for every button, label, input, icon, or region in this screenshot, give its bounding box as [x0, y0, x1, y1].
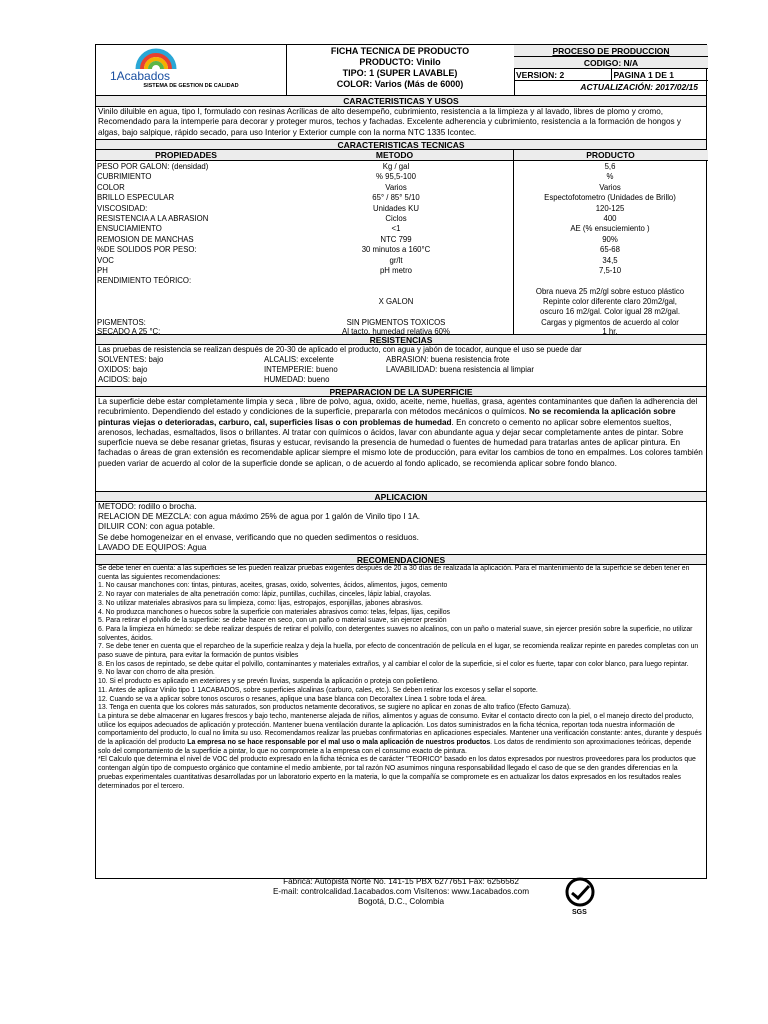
product-cell: 65-68 [600, 245, 620, 255]
product-cell: Varios [599, 182, 621, 192]
app-homog: Se debe homogeneizar en el envase, verificando que no queden sedimentos o residuos. [98, 532, 419, 542]
product-cell: AE (% ensuciemiento ) [570, 224, 650, 234]
recommendation-item: 5. Para retirar el polvillo de la superficie: se debe hacer en seco, con un paño o material suave, sin ejercer presión [98, 617, 447, 625]
method-cell: pH metro [379, 266, 413, 275]
recs-block [96, 565, 706, 791]
method-cell: Varios [385, 182, 407, 192]
dry-value: 1 hr. [602, 327, 618, 336]
product-cell: % [606, 172, 614, 182]
resist-block [96, 345, 706, 386]
rend-method: X GALON [378, 297, 414, 306]
property-cell: COLOR [97, 182, 125, 192]
logo-block [96, 45, 287, 95]
pigment-method: SIN PIGMENTOS TOXICOS [346, 318, 446, 327]
section-recs: RECOMENDACIONES [96, 554, 706, 565]
property-cell: RENDIMIENTO TEÓRICO: [97, 276, 192, 286]
page-label: PAGINA 1 DE 1 [613, 70, 674, 80]
table-row [96, 162, 708, 173]
resist-cell: INTEMPERIE: bueno [264, 365, 338, 374]
app-method: METODO: rodillo o brocha. [98, 502, 197, 511]
property-cell: RESISTENCIA A LA ABRASION [97, 214, 209, 223]
recs-voc: *El Calculo que determina el nivel de VOC del producto expresado en la ficha técnica es de carácter "TEORICO" basado en los datos expresados por nuestros proveedores para los productos que contengan algún tipo de compuesto orgánico que contamine el medio ambiente, por tal razón NO asumimos ninguna responsabilidad llegado el caso de que se den grandes diferencias en la pruebas experimentales cuantitativas desarrolladas por un laboratorio experto en la materia, lo que la compañía se compromete es en actualizar los datos expresados en los resultados reales determinados por el tercero. [98, 756, 696, 790]
resist-cell: SOLVENTES: bajo [98, 355, 164, 364]
table-row [96, 276, 708, 287]
footer-city: Bogotá, D.C., Colombia [357, 897, 444, 906]
app-wash: LAVADO DE EQUIPOS: Agua [98, 542, 207, 552]
property-cell: VISCOSIDAD: [97, 203, 148, 213]
title-block [286, 45, 515, 96]
technical-sheet [95, 44, 707, 879]
version-label: VERSION: 2 [514, 69, 612, 80]
table-row [96, 193, 708, 204]
section-prep: PREPARACION DE LA SUPERFICIE [96, 386, 706, 397]
resist-cell: LAVABILIDAD: buena resistencia al limpiar [386, 365, 534, 374]
recommendation-item: 8. En los casos de repintado, se debe quitar el polvillo, contaminantes y materiales extraños, y al cambiar el color de la superficie, si el color es fuerte, tapar con color blanco, para luego repintar. [98, 660, 689, 668]
method-cell: 30 minutos a 160°C [361, 245, 431, 255]
pigment-value: Cargas y pigmentos de acuerdo al color [541, 318, 679, 327]
property-cell: BRILLO ESPECULAR [97, 193, 175, 203]
table-row [96, 307, 708, 318]
rend-product-2: Repinte color diferente claro 20m2/gal, [543, 297, 677, 306]
footer-address: Fábrica: Autopista Norte No. 141-15 PBX 6277651 Fax: 6256562 [283, 877, 519, 886]
recommendation-item: 6. Para la limpieza en húmedo: se debe realizar después de retirar el polvillo, con detergentes suaves no alcalinos, con un paño o material suave, sin ejercer presión sobre la superficie, no utilizar solventes, ácidos. [98, 625, 693, 642]
recommendation-item: 1. No causar manchones con: tintas, pinturas, aceites, grasas, oxido, solventes, ácidos, alimentos, jugos, cemento [98, 582, 448, 590]
doc-title: FICHA TECNICA DE PRODUCTO [330, 46, 470, 56]
recs-storage-text: La pintura se debe almacenar en lugares frescos y bajo techo, mantenerse alejada de niños, alimentos y aguas de consumo. Evitar el contacto directo con la piel, o el manejo directo del producto, utilice los equipos adecuados de aplicación y protección. Mantener buena ventilación durante la aplicación. Los datos suministrados en la ficha técnica, reportan toda nuestra información de comportamiento del producto, lo cual no limita su uso. Recomendamos realizar las pruebas confirmatorias en aplicaciones especiales. Mantener una verificación constante: antes, durante y después de la aplicación del producto [98, 712, 702, 747]
recommendation-item: 4. No produzca manchones o huecos sobre la superficie con materiales abrasivos como: telas, felpas, lijas, cepillos [98, 608, 450, 616]
table-row [96, 297, 708, 308]
dry-method: Al tacto, humedad relativa 60% [342, 327, 450, 336]
table-row [96, 266, 708, 277]
app-dilute: DILUIR CON: con agua potable. [98, 522, 215, 532]
resist-cell: OXIDOS: bajo [98, 365, 148, 374]
app-mix: RELACION DE MEZCLA: con agua máximo 25% de agua por 1 galón de Vinilo tipo I 1A. [98, 512, 421, 522]
col-header-product: PRODUCTO [513, 150, 708, 161]
tech-table [96, 150, 706, 334]
method-cell: Kg / gal [382, 162, 410, 171]
version-row [514, 69, 708, 81]
system-label: SISTEMA DE GESTION DE CALIDAD [143, 83, 239, 89]
property-cell: CUBRIMIENTO [97, 172, 152, 182]
process-label: PROCESO DE PRODUCCION [514, 45, 708, 57]
resist-intro: Las pruebas de resistencia se realizan después de 20-30 de aplicado el producto, con agua y jabón de tocador, aunque el uso se puede dar [98, 345, 582, 354]
method-cell: <1 [391, 224, 401, 234]
control-block [514, 45, 708, 95]
code-label: CODIGO: N/A [514, 57, 708, 69]
method-cell: gr/lt [389, 255, 403, 265]
resist-row [98, 375, 704, 385]
rend-product-1: Obra nueva 25 m2/gl sobre estuco plástico [535, 287, 685, 296]
certification-seal-icon [563, 877, 597, 915]
section-uses: CARACTERISTICAS Y USOS [96, 96, 706, 107]
resist-row [98, 355, 704, 365]
prep-part: . En concreto o cemento no aplicar sobre elementos sueltos, arenosos, lechadas, esmaltados, lisos o brillantes. Al tratar con químicos o ácidos, lavar con abundante agua y dejar secar completamente antes de pintar. Sobre superficie nueva se debe resanar grietas, fisuras y estucar, revisando la presencia de humedad o fuentes de humedad para tratarlas antes de aplicar pintura. En fachadas o áreas de gran extensión es recomendable aplicar siempre el mismo lote de producción, para evitar los cambios de tono en empalmes. Los colores también pueden variar de acuerdo al color de la superficie donde se aplican, o de acuerdo al fondo aplicado, se recomienda aplicar sobre fondo blanco. [98, 417, 703, 468]
resist-cell: ALCALIS: excelente [264, 355, 334, 364]
resist-cell: HUMEDAD: bueno [264, 375, 330, 384]
recs-storage-text: . Los datos de rendimiento son aproximaciones teóricas, depende solo del comportamiento de la superficie a pintar, lo que no compromete a la empresa con el consumo exacto de pintura. [98, 739, 692, 755]
svg-text:1Acabados: 1Acabados [110, 69, 171, 81]
prep-part: La superficie debe estar completamente limpia y seca , libre de polvo, agua, oxido, aceite, neme, huellas, grasa, agentes contaminantes que dañen la adherencia del recubrimiento. Dependiendo del estado y condiciones de la superficie, prepararla con métodos mecánicos o químicos. [98, 397, 698, 417]
property-cell: PESO POR GALON: (densidad) [97, 162, 209, 171]
recommendation-item: 2. No rayar con materiales de alta penetración como: lápiz, puntillas, cuchillas, cinceles, lápiz labial, crayolas. [98, 591, 432, 599]
table-row [96, 287, 708, 298]
method-cell: 65° / 85° 5/10 [372, 193, 420, 203]
product-cell: 400 [603, 214, 617, 223]
table-row [96, 235, 708, 246]
product-name: PRODUCTO: Vinilo [359, 57, 441, 67]
recommendation-item: Se debe tener en cuenta: a las superficies se les pueden realizar pruebas exigentes después de 20 a 30 días de realizada la aplicación. Para el mantenimiento de la superficie se deben tener en cuenta las siguientes recomendaciones: [98, 565, 690, 581]
section-resist: RESISTENCIAS [96, 334, 706, 345]
prep-warning: No se recomienda la aplicación sobre pinturas viejas o deterioradas, carburo, cal, superficies lisas o con problemas de humedad [98, 407, 676, 427]
product-cell: 90% [602, 234, 618, 244]
table-row [96, 245, 708, 256]
table-row [96, 183, 708, 194]
recommendation-item: 3. No utilizar materiales abrasivos para su limpieza, como: lijas, estropajos, esponjillas, jabones abrasivos. [98, 599, 423, 607]
footer [95, 877, 707, 927]
method-cell: NTC 799 [380, 234, 412, 244]
table-row [96, 256, 708, 267]
property-cell: REMOSION DE MANCHAS [97, 234, 194, 244]
table-row [96, 172, 708, 183]
resist-row [98, 365, 704, 375]
uses-text: Vinilo diluible en agua, tipo I, formulado con resinas Acrílicas de alto desempeño, cubrimiento, resistencia a la limpieza y al lavado, libres de plomo y cromo, Recomendado para la intemperie para decorar y proteger muros, techos y fachadas. Excelente adherencia y cubrimiento, resistencia a la formación de hongos y algas, bajo salpique, rápido secado, para uso Interior y Exterior cumple con la norma NTC 1335 Icontec. [98, 107, 681, 137]
resist-cell: ABRASION: buena resistencia frote [386, 355, 510, 364]
recs-storage [98, 713, 704, 757]
header [96, 45, 706, 96]
recommendation-item: 7. Se debe tener en cuenta que el reparcheo de la superficie realza y deja la huella, por efecto de concentración de película en el lugar, se recomienda realizar repinte en paredes completas con un paso suave de pintura, para evitar la formación de puntos visibles [98, 643, 699, 660]
property-cell: VOC [97, 255, 114, 265]
rend-product-3: oscuro 16 m2/gal. Color igual 28 m2/gal. [540, 307, 680, 316]
section-tech: CARACTERISTICAS TECNICAS [96, 139, 706, 150]
method-cell: % 95,5-100 [376, 172, 416, 182]
col-header-method: METODO [276, 150, 513, 161]
recommendation-item: 13. Tenga en cuenta que los colores más saturados, son productos netamente decorativos, se sugiere no aplicar en zonas de alto trafico (Efecto Gamuza). [98, 704, 571, 712]
pigment-label: PIGMENTOS: [97, 318, 146, 327]
prep-text [96, 397, 706, 491]
method-cell: Ciclos [385, 214, 407, 223]
brand-logo-icon [110, 47, 190, 81]
product-type: TIPO: 1 (SUPER LAVABLE) [342, 68, 458, 78]
table-row [96, 214, 708, 225]
app-block [96, 502, 706, 554]
recommendation-item: 11. Antes de aplicar Vinilo tipo 1 1ACABADOS, sobre superficies alcalinas (carburo, cales, etc.). Se deben retirar los excesos y sellar el soporte. [98, 686, 538, 694]
method-cell: Unidades KU [373, 203, 419, 213]
recommendation-item: 10. Si el producto es aplicado en exteriores y se prevén lluvias, suspenda la aplicación o proteja con polietileno. [98, 678, 439, 686]
recs-disclaimer: La empresa no se hace responsable por el mal uso o mala aplicación de nuestros productos [187, 739, 491, 747]
property-cell: PH [97, 266, 108, 275]
dry-label: SECADO A 25 °C: [97, 327, 161, 336]
table-row [96, 327, 708, 338]
product-cell: 7,5-10 [598, 266, 622, 275]
property-cell: ENSUCIAMIENTO [97, 224, 162, 234]
table-row [96, 224, 708, 235]
update-label: ACTUALIZACIÓN: 2017/02/15 [580, 82, 698, 92]
product-cell: 34,5 [602, 255, 618, 265]
recommendation-item: 9. No lavar con chorro de alta presión. [98, 669, 215, 677]
table-row [96, 204, 708, 215]
section-app: APLICACION [96, 491, 706, 502]
property-cell: %DE SOLIDOS POR PESO: [97, 245, 197, 255]
resist-cell: ACIDOS: bajo [98, 375, 147, 384]
product-cell: 120-125 [595, 203, 625, 213]
product-cell: 5,6 [604, 162, 616, 171]
product-cell: Espectofotometro (Unidades de Brillo) [544, 193, 676, 203]
product-color: COLOR: Varios (Más de 6000) [336, 79, 464, 89]
recommendation-item: 12. Cuando se va a aplicar sobre tonos oscuros o resanes, aplique una base blanca con Decoraltex Línea 1 sobre toda el área. [98, 695, 487, 703]
col-header-prop: PROPIEDADES [96, 150, 276, 161]
svg-text:SGS: SGS [572, 909, 587, 915]
footer-contact: E-mail: controlcalidad.1acabados.com Visítenos: www.1acabados.com [272, 887, 530, 896]
